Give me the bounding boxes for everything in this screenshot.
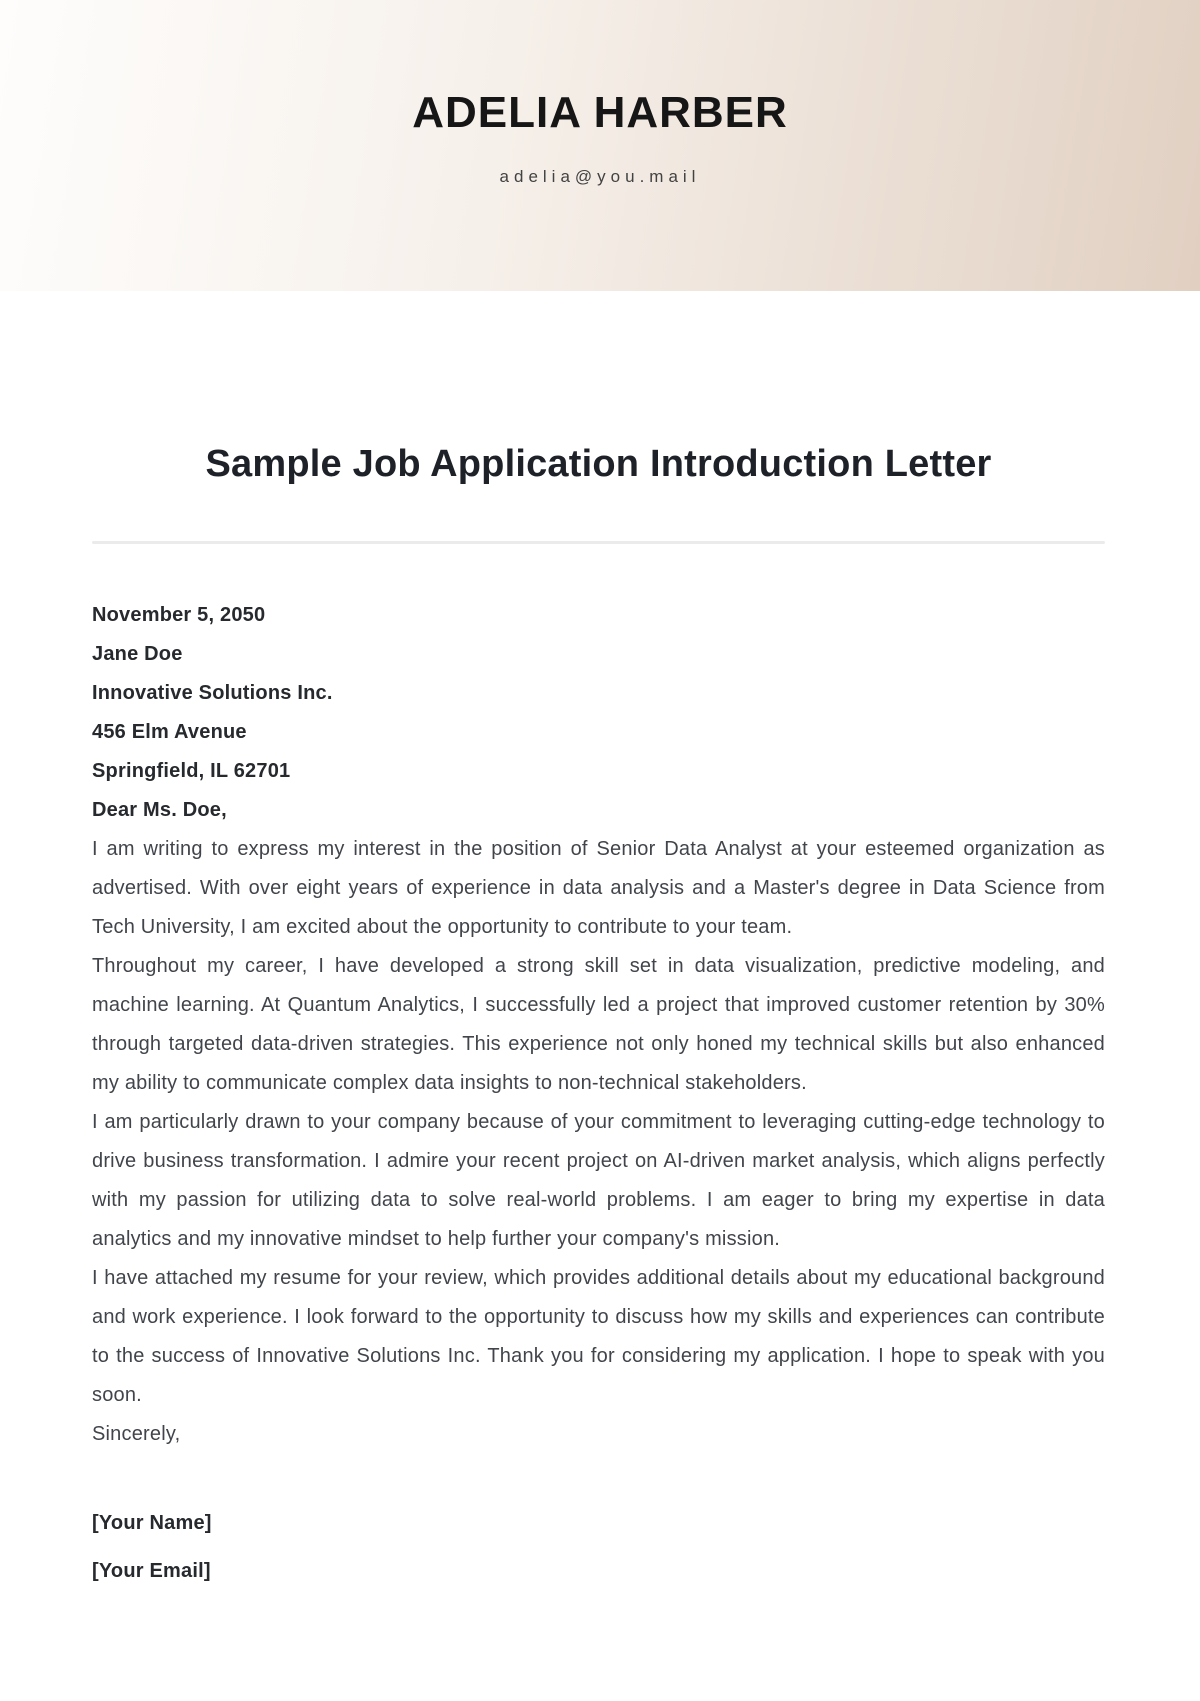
- document-content: [92, 441, 1105, 1595]
- body-paragraph-intro: I am writing to express my interest in the position of Senior Data Analyst at your esteemed organization as advertised. With over eight years of experience in data analysis and a Master's degree in Data Science from Tech University, I am excited about the opportunity to contribute to your team.: [92, 838, 1105, 938]
- page-title: Sample Job Application Introduction Letter: [205, 443, 992, 485]
- salutation-line: Dear Ms. Doe,: [92, 799, 227, 821]
- signature-email-line: [Your Email]: [92, 1560, 211, 1582]
- profile-email: adelia@you.mail: [499, 166, 701, 186]
- title-divider: [92, 541, 1105, 544]
- recipient-name-line: Jane Doe: [92, 643, 183, 665]
- recipient-company-line: Innovative Solutions Inc.: [92, 682, 333, 704]
- closing-line: Sincerely,: [92, 1423, 181, 1445]
- signature-block: [92, 1499, 1105, 1595]
- body-paragraph-experience: Throughout my career, I have developed a strong skill set in data visualization, predictive modeling, and machine learning. At Quantum Analytics, I successfully led a project that improved customer retention by 30% through targeted data-driven strategies. This experience not only honed my technical skills but also enhanced my ability to communicate complex data insights to non-technical stakeholders.: [92, 955, 1105, 1094]
- profile-name: ADELIA HARBER: [412, 88, 788, 137]
- recipient-city-line: Springfield, IL 62701: [92, 760, 291, 782]
- letter-body: [92, 596, 1105, 1595]
- signature-name-line: [Your Name]: [92, 1512, 212, 1534]
- date-line: November 5, 2050: [92, 604, 266, 626]
- recipient-street-line: 456 Elm Avenue: [92, 721, 247, 743]
- body-paragraph-resume: I have attached my resume for your review, which provides additional details about my educational background and work experience. I look forward to the opportunity to discuss how my skills and experiences can contribute to the success of Innovative Solutions Inc. Thank you for considering my application. I hope to speak with you soon.: [92, 1267, 1105, 1406]
- header-band: [0, 0, 1200, 291]
- body-paragraph-motivation: I am particularly drawn to your company because of your commitment to leveraging cutting-edge technology to drive business transformation. I admire your recent project on AI-driven market analysis, which aligns perfectly with my passion for utilizing data to solve real-world problems. I am eager to bring my expertise in data analytics and my innovative mindset to help further your company's mission.: [92, 1111, 1105, 1250]
- address-block: [92, 596, 1105, 830]
